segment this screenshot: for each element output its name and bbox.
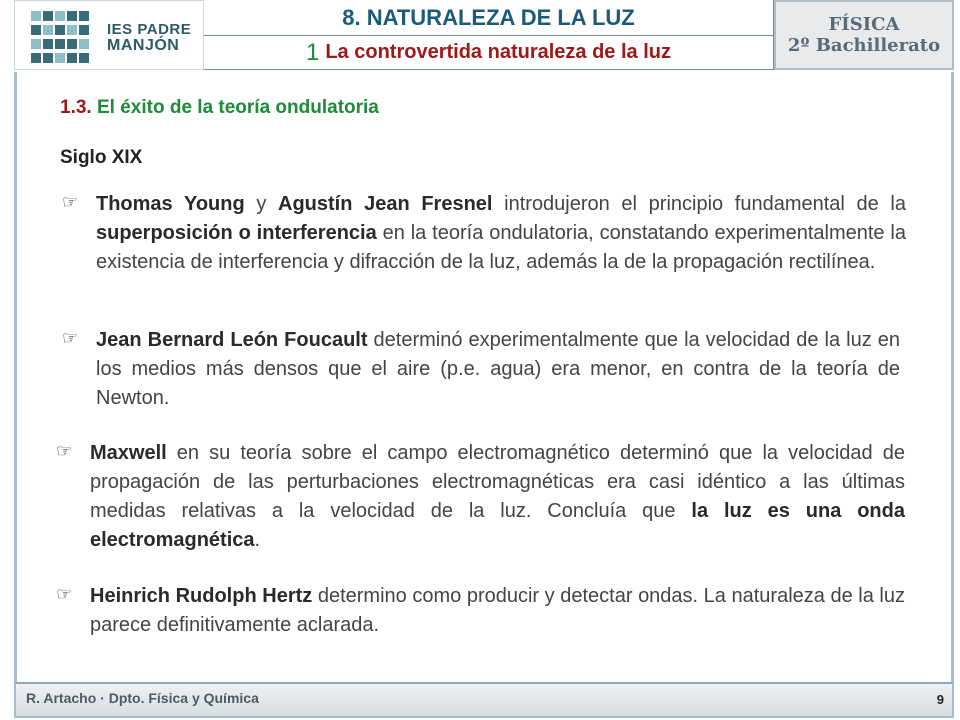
paragraph-young-fresnel	[96, 190, 906, 277]
body-text: introdujeron el principio fundamental de la	[492, 193, 906, 215]
body-text: y	[244, 193, 279, 215]
school-logo	[14, 0, 204, 70]
emphasized-text: la luz es una onda electromagnética	[90, 500, 905, 551]
body-text: determino como producir y detectar ondas. La naturaleza de la luz parece definitivamente aclarada.	[90, 585, 905, 636]
emphasized-text: Agustín Jean Fresnel	[278, 193, 493, 215]
logo-text-line1: IES PADRE	[107, 21, 192, 38]
paragraph-foucault	[96, 326, 900, 413]
page-number: 9	[936, 692, 944, 707]
emphasized-text: Heinrich Rudolph Hertz	[90, 585, 313, 607]
course-badge	[774, 0, 954, 70]
section-number: 1.3.	[60, 97, 92, 118]
logo-grid-icon	[31, 11, 101, 63]
course-level: 2º Bachillerato	[787, 35, 941, 56]
logo-text-line2: MANJÓN	[107, 37, 180, 54]
emphasized-text: Thomas Young	[96, 193, 245, 215]
pointing-hand-icon: ☞	[56, 584, 73, 604]
pointing-hand-icon: ☞	[62, 192, 79, 212]
chapter-title-box	[204, 0, 774, 36]
emphasized-text: Maxwell	[90, 442, 167, 464]
body-text: en su teoría sobre el campo electromagnético determinó que la velocidad de propagación de las perturbaciones electromagnéticas era casi idéntico a las últimas medidas relativas a la velocidad de la luz. Concluía que	[90, 442, 905, 522]
century-label: Siglo XIX	[60, 147, 143, 168]
subtitle-box	[204, 36, 774, 70]
slide-footer	[14, 682, 954, 718]
paragraph-hertz	[90, 582, 905, 640]
section-title-text: El éxito de la teoría ondulatoria	[96, 97, 379, 118]
body-text: determinó experimentalmente que la velocidad de la luz en los medios más densos que el aire (p.e. agua) era menor, en contra de la teoría de Newton.	[96, 329, 900, 409]
chapter-title: 8. NATURALEZA DE LA LUZ	[342, 4, 635, 30]
emphasized-text: Jean Bernard León Foucault	[96, 329, 368, 351]
emphasized-text: superposición o interferencia	[96, 222, 377, 244]
course-subject: FÍSICA	[828, 14, 900, 35]
pointing-hand-icon: ☞	[62, 328, 79, 348]
footer-author: R. Artacho · Dpto. Física y Química	[26, 690, 259, 706]
body-text: .	[254, 529, 261, 551]
paragraph-maxwell	[90, 439, 905, 555]
slide-header	[14, 0, 954, 72]
pointing-hand-icon: ☞	[56, 441, 73, 461]
subtitle-text: La controvertida naturaleza de la luz	[325, 41, 671, 63]
subtitle-number: 1	[305, 38, 320, 66]
section-heading	[60, 97, 379, 119]
body-text: en la teoría ondulatoria, constatando experimentalmente la existencia de interferencia y difracción de la luz, además la de la propagación rectilínea.	[96, 222, 906, 273]
